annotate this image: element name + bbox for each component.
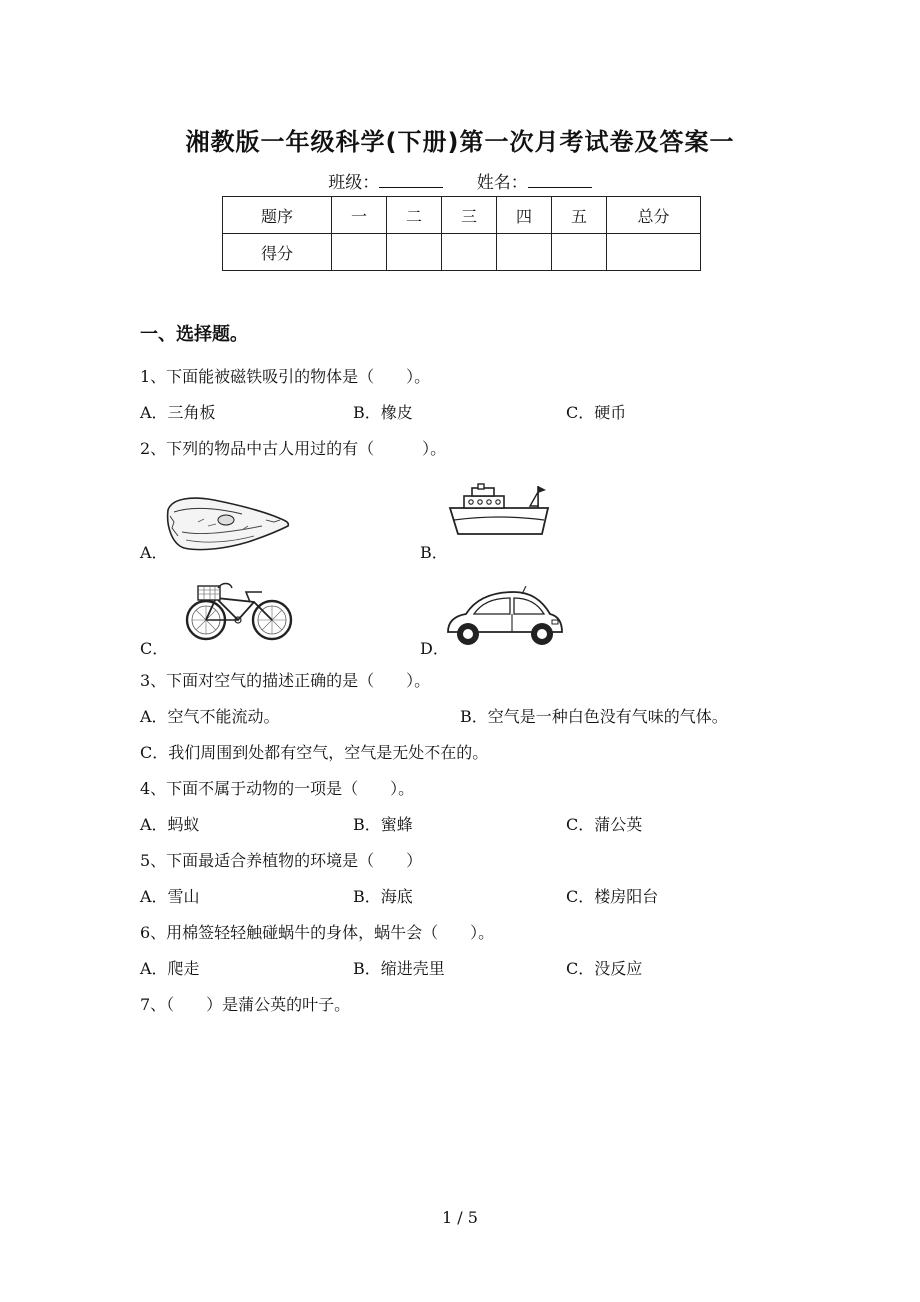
option-c[interactable]: C．蒲公英 bbox=[566, 815, 643, 834]
name-blank[interactable] bbox=[528, 173, 592, 188]
option-b[interactable]: B．橡皮 bbox=[353, 403, 413, 422]
class-blank[interactable] bbox=[379, 173, 443, 188]
car-icon[interactable] bbox=[444, 586, 566, 652]
option-a[interactable]: A．雪山 bbox=[140, 887, 200, 906]
option-b[interactable]: B．蜜蜂 bbox=[353, 815, 413, 834]
option-c[interactable]: C．没反应 bbox=[566, 959, 643, 978]
stone-tool-icon[interactable] bbox=[162, 492, 294, 556]
class-label: 班级： bbox=[328, 173, 380, 193]
header-cell: 二 bbox=[387, 197, 442, 234]
option-a[interactable]: A．空气不能流动。 bbox=[140, 707, 280, 726]
question-stem: 4、下面不属于动物的一项是（ ）。 bbox=[140, 779, 415, 798]
score-table-header-row bbox=[223, 197, 701, 234]
question-stem: 7、（ ）是蒲公英的叶子。 bbox=[140, 995, 351, 1014]
student-info bbox=[0, 168, 920, 193]
name-label: 姓名： bbox=[476, 173, 528, 193]
option-d[interactable]: D． bbox=[420, 639, 449, 658]
option-a[interactable]: A．蚂蚁 bbox=[140, 815, 200, 834]
header-cell: 四 bbox=[497, 197, 552, 234]
option-a[interactable]: A．爬走 bbox=[140, 959, 200, 978]
option-b[interactable]: B．缩进壳里 bbox=[353, 959, 445, 978]
score-cell[interactable] bbox=[607, 234, 701, 271]
header-cell: 五 bbox=[552, 197, 607, 234]
question-stem: 5、下面最适合养植物的环境是（ ） bbox=[140, 851, 423, 870]
score-cell[interactable] bbox=[442, 234, 497, 271]
row-label: 得分 bbox=[223, 234, 332, 271]
option-a[interactable]: A． bbox=[140, 543, 168, 562]
ship-icon[interactable] bbox=[444, 482, 554, 540]
question-stem: 6、用棉签轻轻触碰蜗牛的身体，蜗牛会（ ）。 bbox=[140, 923, 495, 942]
option-b[interactable]: B．空气是一种白色没有气味的气体。 bbox=[460, 707, 728, 726]
question-stem: 1、下面能被磁铁吸引的物体是（ ）。 bbox=[140, 367, 431, 386]
option-a[interactable]: A．三角板 bbox=[140, 403, 216, 422]
bicycle-icon[interactable] bbox=[184, 580, 296, 642]
score-cell[interactable] bbox=[332, 234, 387, 271]
section-title: 一、选择题。 bbox=[140, 324, 248, 345]
score-table-score-row bbox=[223, 234, 701, 271]
option-c[interactable]: C．楼房阳台 bbox=[566, 887, 659, 906]
option-b[interactable]: B．海底 bbox=[353, 887, 413, 906]
score-table bbox=[222, 196, 701, 271]
score-cell[interactable] bbox=[387, 234, 442, 271]
header-cell: 题序 bbox=[223, 197, 332, 234]
score-cell[interactable] bbox=[497, 234, 552, 271]
option-c[interactable]: C． bbox=[140, 639, 169, 658]
header-cell: 总分 bbox=[607, 197, 701, 234]
option-b[interactable]: B． bbox=[420, 543, 448, 562]
page-number: 1 / 5 bbox=[442, 1208, 478, 1227]
score-cell[interactable] bbox=[552, 234, 607, 271]
page-title: 湘教版一年级科学(下册)第一次月考试卷及答案一 bbox=[185, 128, 735, 156]
option-c[interactable]: C．硬币 bbox=[566, 403, 627, 422]
header-cell: 一 bbox=[332, 197, 387, 234]
question-stem: 3、下面对空气的描述正确的是（ ）。 bbox=[140, 671, 431, 690]
question-stem: 2、下列的物品中古人用过的有（ ）。 bbox=[140, 439, 447, 458]
header-cell: 三 bbox=[442, 197, 497, 234]
option-c[interactable]: C．我们周围到处都有空气，空气是无处不在的。 bbox=[140, 743, 489, 762]
